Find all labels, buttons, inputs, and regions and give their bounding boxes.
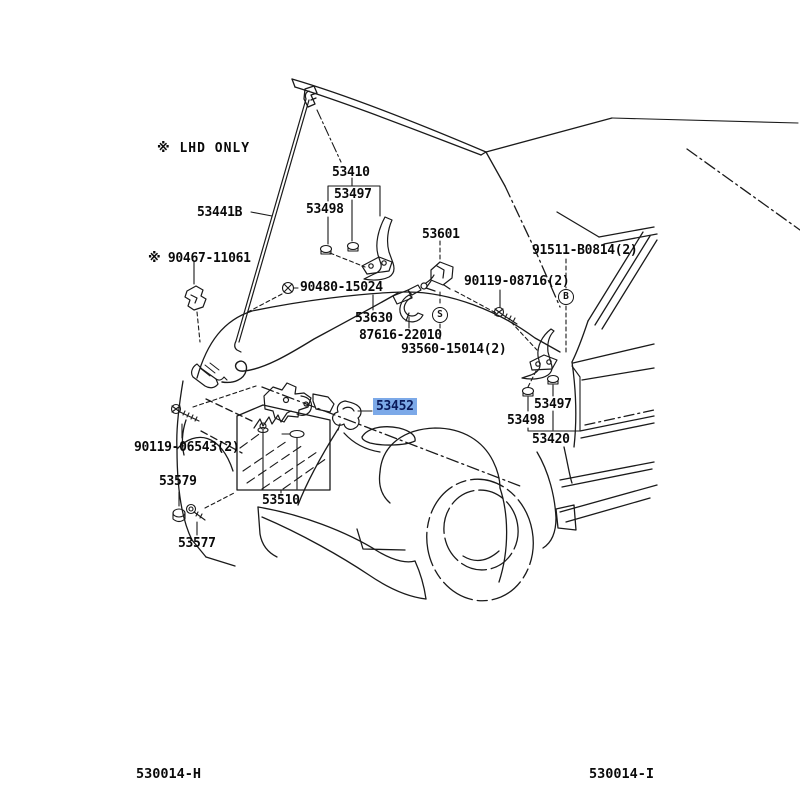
part-label-87616-22010[interactable]: 87616-22010 <box>359 328 442 343</box>
part-label-53497-right[interactable]: 53497 <box>534 397 572 412</box>
part-label-53497-top[interactable]: 53497 <box>334 187 372 202</box>
part-label-53498-top[interactable]: 53498 <box>306 202 344 217</box>
symbol-s-circle: S <box>432 307 448 323</box>
part-label-53441b[interactable]: 53441B <box>197 205 243 220</box>
front-wheel-rim <box>438 484 525 576</box>
hood-hinge-right <box>522 329 557 379</box>
part-label-53420[interactable]: 53420 <box>532 432 570 447</box>
panel-hatch-lines <box>240 432 327 489</box>
part-label-53577[interactable]: 53577 <box>178 536 216 551</box>
part-label-90119-08716[interactable]: 90119-08716(2) <box>464 274 570 289</box>
part-label-53452-selected[interactable]: 53452 <box>373 398 417 415</box>
cable-end-fitting <box>393 275 434 304</box>
part-label-53410[interactable]: 53410 <box>332 165 370 180</box>
hood-safety-catch-53452 <box>333 401 361 430</box>
rod-clip-90467 <box>185 286 206 310</box>
radiator-support-panel <box>237 405 330 490</box>
part-label-53601[interactable]: 53601 <box>422 227 460 242</box>
part-label-53498-right[interactable]: 53498 <box>507 413 545 428</box>
cable-clamp-87616 <box>400 295 423 322</box>
windshield-a-pillar <box>557 212 657 362</box>
part-label-90467-11061[interactable]: ※ 90467-11061 <box>148 251 251 266</box>
bolt-53577 <box>187 505 206 521</box>
part-label-53579[interactable]: 53579 <box>159 474 197 489</box>
symbol-b-circle: B <box>558 289 574 305</box>
part-label-53510[interactable]: 53510 <box>262 493 300 508</box>
nut-53579 <box>173 509 185 522</box>
part-label-90480-15024[interactable]: 90480-15024 <box>300 280 383 295</box>
hood-lock-striker-53601 <box>426 262 453 291</box>
part-label-93560-15014[interactable]: 93560-15014(2) <box>401 342 507 357</box>
grommet <box>523 388 534 397</box>
figure-code-right: 530014-I <box>589 766 655 782</box>
figure-code-left: 530014-H <box>136 766 202 782</box>
bolt-90119-06543 <box>172 405 200 422</box>
cable-grip <box>192 364 218 388</box>
front-wheel-tire <box>417 471 543 610</box>
part-label-90119-06543[interactable]: 90119-06543(2) <box>134 440 240 455</box>
grommet <box>548 376 559 385</box>
nut-90480 <box>283 283 299 294</box>
panel-stud-pin <box>258 423 304 438</box>
hood-hinge-left <box>362 217 394 280</box>
hood-latch-assembly <box>264 383 334 422</box>
note-lhd-only: ※ LHD ONLY <box>157 141 251 156</box>
part-label-53630[interactable]: 53630 <box>355 311 393 326</box>
grommet <box>348 243 359 252</box>
part-label-91511-b0814[interactable]: 91511-B0814(2) <box>532 243 638 258</box>
